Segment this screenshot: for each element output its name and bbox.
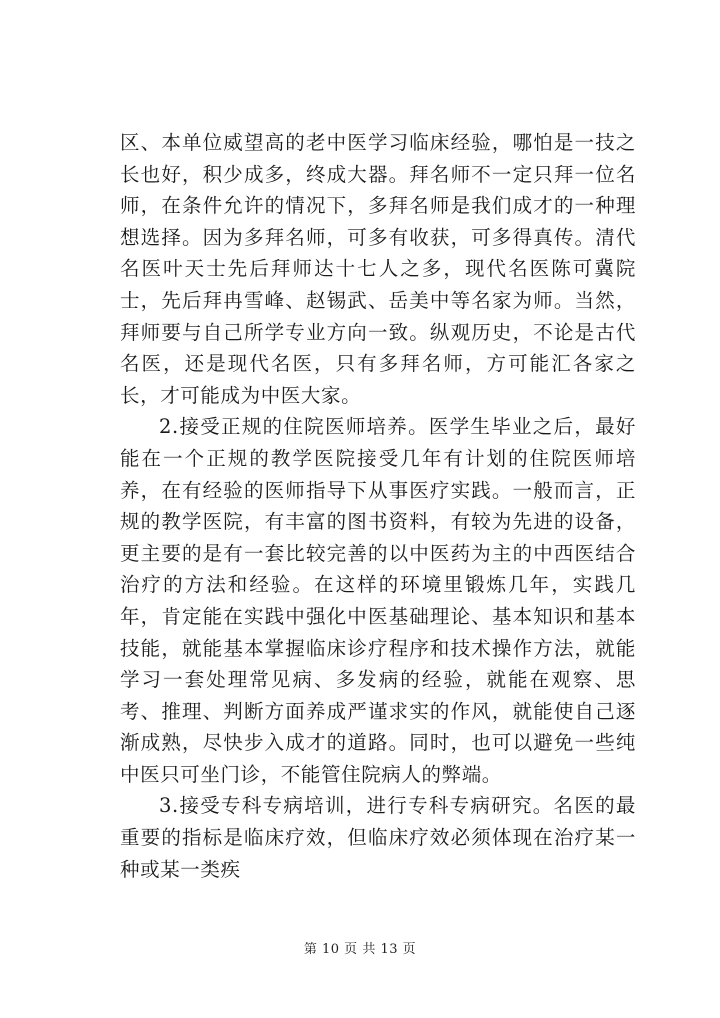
body-text bbox=[120, 127, 636, 885]
paragraph-2: 2.接受正规的住院医师培养。医学生毕业之后，最好能在一个正规的教学医院接受几年有计划的住院医师培养，在有经验的医师指导下从事医疗实践。一般而言，正规的教学医院，有丰富的图书资料，有较为先进的设备，更主要的是有一套比较完善的以中医药为主的中西医结合治疗的方法和经验。在这样的环境里锻炼几年，实践几年，肯定能在实践中强化中医基础理论、基本知识和基本技能，就能基本掌握临床诊疗程序和技术操作方法，就能学习一套处理常见病、多发病的经验，就能在观察、思考、推理、判断方面养成严谨求实的作风，就能使自己逐渐成熟，尽快步入成才的道路。同时，也可以避免一些纯中医只可坐门诊，不能管住院病人的弊端。 bbox=[120, 415, 636, 786]
paragraph-3: 3.接受专科专病培训，进行专科专病研究。名医的最重要的指标是临床疗效，但临床疗效必须体现在治疗某一种或某一类疾 bbox=[120, 794, 636, 881]
page-footer: 第 10 页 共 13 页 bbox=[303, 942, 417, 957]
paragraph-1: 区、本单位威望高的老中医学习临床经验，哪怕是一技之长也好，积少成多，终成大器。拜名师不一定只拜一位名师，在条件允许的情况下，多拜名师是我们成才的一种理想选择。因为多拜名师，可多有收获，可多得真传。清代名医叶天士先后拜师达十七人之多，现代名医陈可冀院士，先后拜冉雪峰、赵锡武、岳美中等名家为师。当然，拜师要与自己所学专业方向一致。纵观历史，不论是古代名医，还是现代名医，只有多拜名师，方可能汇各家之长，才可能成为中医大家。 bbox=[120, 131, 636, 407]
